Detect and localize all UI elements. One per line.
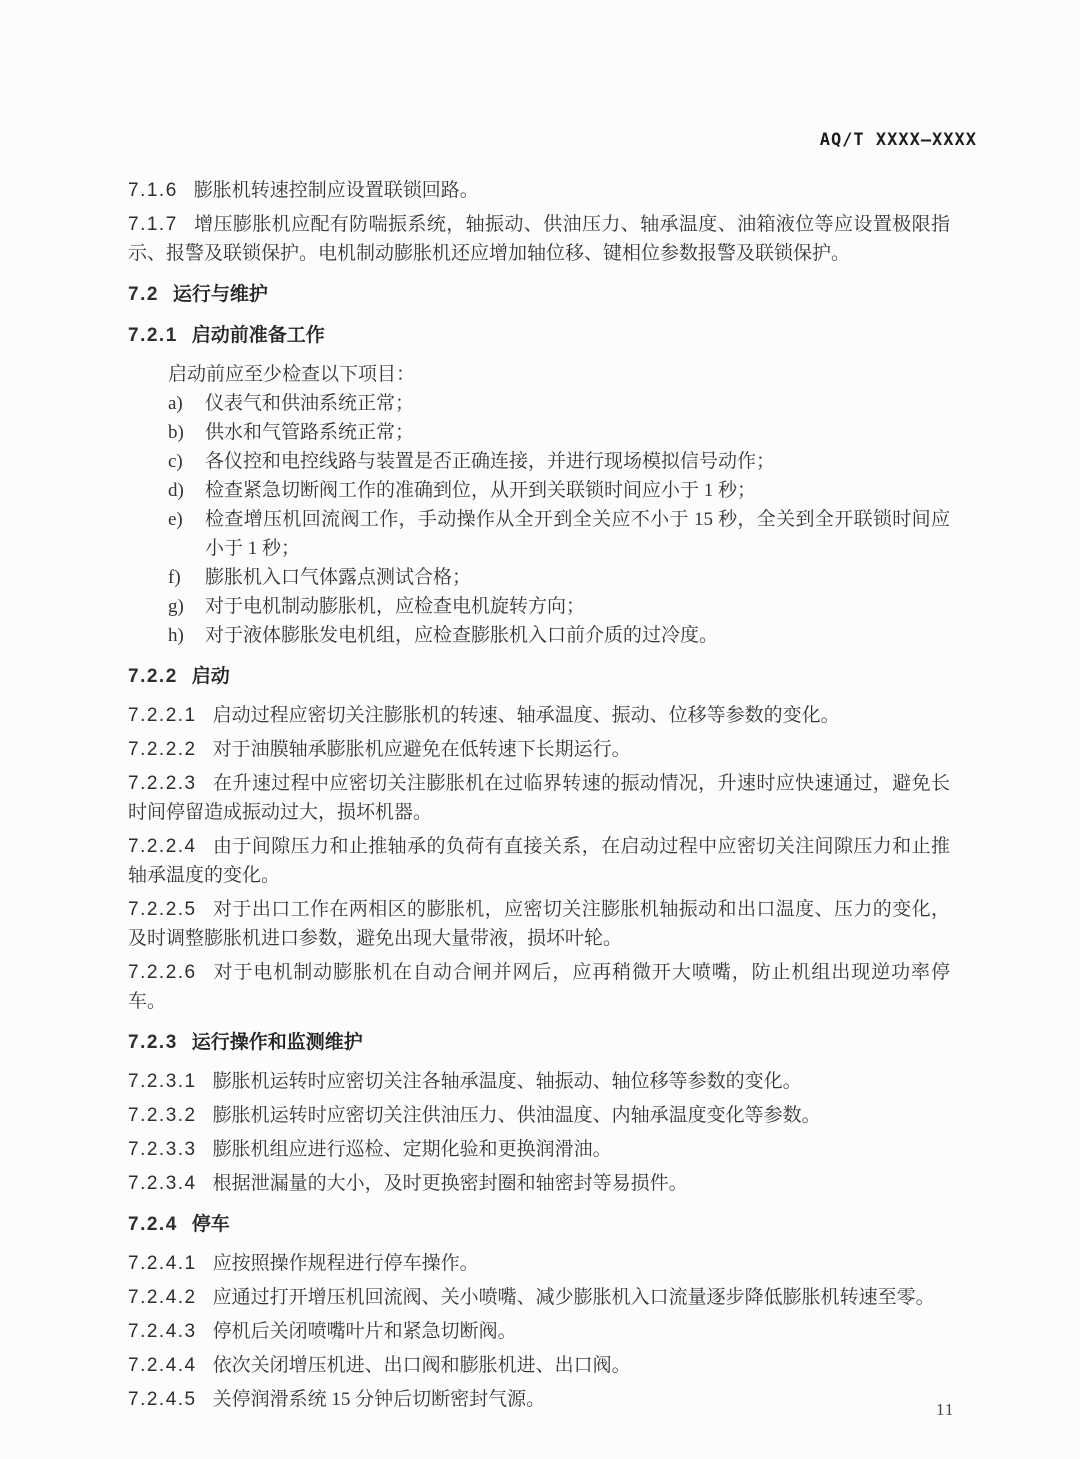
clause-number: 7.2.2.6 — [128, 962, 197, 983]
clause-7-2-4-2 — [128, 1283, 950, 1312]
list-marker: h) — [168, 625, 184, 646]
list-item-g — [168, 592, 950, 621]
list-item-text: 对于电机制动膨胀机，应检查电机旋转方向； — [205, 596, 586, 617]
list-item-text: 仪表气和供油系统正常； — [205, 393, 415, 414]
section-heading-7-2 — [128, 280, 950, 309]
clause-text: 对于油膜轴承膨胀机应避免在低转速下长期运行。 — [212, 739, 631, 760]
page-number: 11 — [936, 1400, 955, 1419]
list-item-e — [168, 505, 950, 563]
section-heading-7-2-4 — [128, 1210, 950, 1239]
list-item-h — [168, 621, 950, 650]
checklist — [168, 389, 950, 650]
clause-text: 依次关闭增压机进、出口阀和膨胀机进、出口阀。 — [212, 1355, 631, 1376]
heading-number: 7.2.4 — [128, 1214, 178, 1235]
list-item-text: 检查紧急切断阀工作的准确到位，从开到关联锁时间应小于 1 秒； — [205, 480, 757, 501]
list-marker: g) — [168, 596, 184, 617]
clause-number: 7.2.4.5 — [128, 1389, 197, 1410]
clause-7-2-3-1 — [128, 1067, 950, 1096]
clause-number: 7.1.7 — [128, 214, 178, 235]
list-item-text: 检查增压机回流阀工作，手动操作从全开到全关应不小于 15 秒，全关到全开联锁时间应小于 1 秒； — [205, 509, 950, 559]
clause-text: 膨胀机运转时应密切关注供油压力、供油温度、内轴承温度变化等参数。 — [212, 1105, 821, 1126]
heading-title: 启动前准备工作 — [191, 325, 325, 346]
heading-title: 运行与维护 — [172, 284, 268, 305]
clause-text: 对于出口工作在两相区的膨胀机，应密切关注膨胀机轴振动和出口温度、压力的变化，及时调整膨胀机进口参数，避免出现大量带液，损坏叶轮。 — [128, 899, 950, 949]
document-code-header: AQ/T XXXX—XXXX — [819, 130, 977, 150]
clause-number: 7.2.2.1 — [128, 705, 197, 726]
clause-text: 由于间隙压力和止推轴承的负荷有直接关系，在启动过程中应密切关注间隙压力和止推轴承温度的变化。 — [128, 836, 950, 886]
heading-number: 7.2.2 — [128, 666, 178, 687]
clause-text: 对于电机制动膨胀机在自动合闸并网后，应再稍微开大喷嘴，防止机组出现逆功率停车。 — [128, 962, 950, 1012]
clause-number: 7.2.4.3 — [128, 1321, 197, 1342]
list-item-text: 供水和气管路系统正常； — [205, 422, 415, 443]
clause-text: 根据泄漏量的大小，及时更换密封圈和轴密封等易损件。 — [212, 1173, 688, 1194]
list-marker: a) — [168, 393, 183, 414]
clause-text: 停机后关闭喷嘴叶片和紧急切断阀。 — [212, 1321, 517, 1342]
list-marker: e) — [168, 509, 183, 530]
clause-number: 7.2.2.3 — [128, 773, 197, 794]
clause-number: 7.2.4.1 — [128, 1253, 197, 1274]
heading-title: 运行操作和监测维护 — [191, 1032, 363, 1053]
clause-number: 7.2.3.3 — [128, 1139, 197, 1160]
list-lead-in: 启动前应至少检查以下项目： — [168, 364, 416, 385]
list-item-c — [168, 447, 950, 476]
clause-7-1-7 — [128, 210, 950, 268]
clause-7-2-3-4 — [128, 1169, 950, 1198]
clause-7-2-4-1 — [128, 1249, 950, 1278]
clause-number: 7.2.3.1 — [128, 1071, 197, 1092]
clause-7-2-4-5 — [128, 1385, 950, 1414]
section-heading-7-2-2 — [128, 662, 950, 691]
clause-7-2-2-3 — [128, 769, 950, 827]
clause-text: 应通过打开增压机回流阀、关小喷嘴、减少膨胀机入口流量逐步降低膨胀机转速至零。 — [212, 1287, 935, 1308]
clause-text: 增压膨胀机应配有防喘振系统，轴振动、供油压力、轴承温度、油箱液位等应设置极限指示、报警及联锁保护。电机制动膨胀机还应增加轴位移、键相位参数报警及联锁保护。 — [128, 214, 950, 264]
heading-title: 停车 — [191, 1214, 230, 1235]
clause-number: 7.2.3.2 — [128, 1105, 197, 1126]
list-item-text: 对于液体膨胀发电机组，应检查膨胀机入口前介质的过冷度。 — [205, 625, 719, 646]
list-item-f — [168, 563, 950, 592]
list-item-d — [168, 476, 950, 505]
clause-number: 7.2.2.5 — [128, 899, 197, 920]
clause-7-1-6 — [128, 176, 950, 205]
heading-number: 7.2 — [128, 284, 159, 305]
clause-7-2-2-6 — [128, 958, 950, 1016]
clause-number: 7.2.2.4 — [128, 836, 197, 857]
clause-number: 7.2.4.4 — [128, 1355, 197, 1376]
list-marker: f) — [168, 567, 181, 588]
clause-7-2-4-4 — [128, 1351, 950, 1380]
clause-7-2-2-5 — [128, 895, 950, 953]
clause-7-2-3-3 — [128, 1135, 950, 1164]
heading-number: 7.2.1 — [128, 325, 178, 346]
list-marker: d) — [168, 480, 184, 501]
heading-title: 启动 — [191, 666, 230, 687]
heading-number: 7.2.3 — [128, 1032, 178, 1053]
clause-7-2-4-3 — [128, 1317, 950, 1346]
list-marker: c) — [168, 451, 183, 472]
clause-number: 7.2.2.2 — [128, 739, 197, 760]
clause-number: 7.2.3.4 — [128, 1173, 197, 1194]
list-marker: b) — [168, 422, 184, 443]
clause-7-2-2-2 — [128, 735, 950, 764]
clause-text: 膨胀机组应进行巡检、定期化验和更换润滑油。 — [212, 1139, 612, 1160]
section-heading-7-2-1 — [128, 321, 950, 350]
clause-7-2-3-2 — [128, 1101, 950, 1130]
clause-number: 7.2.4.2 — [128, 1287, 197, 1308]
list-item-b — [168, 418, 950, 447]
clause-text: 启动过程应密切关注膨胀机的转速、轴承温度、振动、位移等参数的变化。 — [212, 705, 840, 726]
list-item-text: 各仪控和电控线路与装置是否正确连接，并进行现场模拟信号动作； — [205, 451, 776, 472]
clause-7-2-2-1 — [128, 701, 950, 730]
list-item-a — [168, 389, 950, 418]
clause-text: 膨胀机运转时应密切关注各轴承温度、轴振动、轴位移等参数的变化。 — [212, 1071, 802, 1092]
clause-7-2-2-4 — [128, 832, 950, 890]
list-item-text: 膨胀机入口气体露点测试合格； — [205, 567, 472, 588]
clause-text: 应按照操作规程进行停车操作。 — [212, 1253, 479, 1274]
clause-number: 7.1.6 — [128, 180, 178, 201]
section-heading-7-2-3 — [128, 1028, 950, 1057]
clause-text: 膨胀机转速控制应设置联锁回路。 — [193, 180, 479, 201]
clause-text: 在升速过程中应密切关注膨胀机在过临界转速的振动情况，升速时应快速通过，避免长时间停留造成振动过大，损坏机器。 — [128, 773, 950, 823]
clause-text: 关停润滑系统 15 分钟后切断密封气源。 — [212, 1389, 546, 1410]
